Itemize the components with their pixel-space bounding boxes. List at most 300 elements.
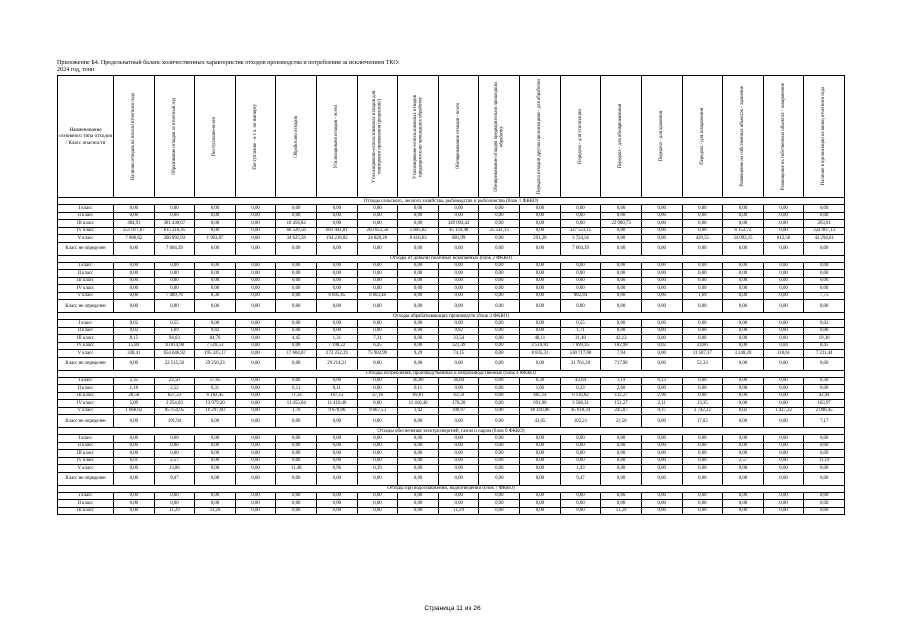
table-cell: 40 410,06 (520, 407, 561, 415)
table-cell: 0,00 (479, 407, 520, 415)
table-cell: 9,47 (154, 472, 195, 485)
table-cell: 0,00 (235, 320, 276, 328)
hazard-class-label: IV класс (58, 227, 114, 235)
table-cell: 812,58 (763, 235, 804, 243)
table-cell: 0,00 (601, 300, 642, 313)
table-cell: 0,00 (641, 385, 682, 393)
table-cell: 0,00 (154, 277, 195, 285)
table-cell: 0,00 (195, 442, 236, 450)
table-cell: 0,00 (195, 415, 236, 428)
table-cell: 0,00 (520, 507, 561, 515)
table-cell: 0,00 (154, 300, 195, 313)
table-row (58, 392, 845, 400)
hazard-class-label: IV класс (58, 342, 114, 350)
table-cell: 0,00 (195, 300, 236, 313)
table-cell: 0,00 (479, 465, 520, 473)
table-cell: 0,00 (357, 262, 398, 270)
table-cell: 0,00 (154, 492, 195, 500)
table-cell: 0,00 (195, 465, 236, 473)
table-cell: 0,00 (560, 442, 601, 450)
table-cell: 85 154,95 (154, 407, 195, 415)
table-cell: 0,00 (763, 392, 804, 400)
table-cell: 29 214,21 (317, 357, 358, 370)
table-cell: 0,00 (560, 507, 601, 515)
table-cell: 0,00 (682, 385, 723, 393)
table-cell: 0,00 (560, 500, 601, 508)
table-cell: 0,00 (804, 492, 845, 500)
table-cell: 0,00 (520, 357, 561, 370)
hazard-class-label: IV класс (58, 457, 114, 465)
table-cell: 654 646,92 (154, 350, 195, 358)
table-cell: 0,00 (723, 385, 764, 393)
hazard-class-label: III класс (58, 335, 114, 343)
table-cell: 0,00 (479, 472, 520, 485)
table-cell: 0,00 (357, 270, 398, 278)
table-cell: 815 216,45 (154, 227, 195, 235)
table-cell: 0,00 (114, 205, 155, 213)
table-cell: 0,00 (235, 357, 276, 370)
table-row (58, 220, 845, 228)
table-cell: 0,00 (804, 327, 845, 335)
table-cell: 0,00 (195, 242, 236, 255)
table-cell: 0,00 (641, 205, 682, 213)
table-cell: 627,23 (154, 392, 195, 400)
table-cell: 0,00 (438, 457, 479, 465)
table-cell: 17 604,67 (276, 350, 317, 358)
table-row (58, 377, 845, 385)
table-cell: 0,00 (763, 277, 804, 285)
table-cell: 0,00 (317, 242, 358, 255)
table-cell: 0,00 (114, 270, 155, 278)
table-cell: 0,00 (235, 507, 276, 515)
table-cell: 0,00 (195, 457, 236, 465)
table-cell: 0,00 (601, 457, 642, 465)
table-cell: 1,42 (398, 407, 439, 415)
table-cell: 321,49 (438, 342, 479, 350)
table-cell: 0,00 (438, 277, 479, 285)
table-row (58, 400, 845, 408)
table-cell: 0,00 (317, 327, 358, 335)
table-cell: 0,00 (479, 350, 520, 358)
table-cell: 2 098,45 (804, 407, 845, 415)
table-cell: 0,00 (398, 320, 439, 328)
table-cell: 22,50 (601, 415, 642, 428)
column-header (723, 76, 764, 198)
table-cell: 0,00 (763, 220, 804, 228)
table-cell: 0,00 (601, 292, 642, 300)
table-cell: 7 211,44 (804, 350, 845, 358)
column-header-label: Наличие отходов на начало отчетного года (131, 92, 137, 181)
column-header-label: Поступление-всего (212, 116, 218, 157)
section-title: Отходы обрабатывающих производств (блок 3 ФККО) (58, 313, 845, 320)
table-cell: 882,84 (560, 292, 601, 300)
table-cell: 7,94 (601, 350, 642, 358)
table-cell: 0,00 (601, 270, 642, 278)
table-cell: 0,00 (276, 377, 317, 385)
table-cell: 0,00 (317, 285, 358, 293)
table-cell: 43 294,61 (804, 235, 845, 243)
table-cell: 0,00 (357, 357, 398, 370)
table-cell: 22,50 (154, 377, 195, 385)
table-cell: 34 625,58 (276, 235, 317, 243)
table-cell: 0,00 (804, 242, 845, 255)
table-cell: 0,00 (520, 292, 561, 300)
table-cell: 0,00 (520, 285, 561, 293)
column-header (804, 76, 845, 198)
table-cell: 0,00 (479, 357, 520, 370)
table-cell: 0,00 (398, 442, 439, 450)
table-cell: 176,28 (438, 400, 479, 408)
table-cell: 9 667,53 (357, 407, 398, 415)
table-cell: 0,00 (723, 357, 764, 370)
table-cell: 0,00 (398, 205, 439, 213)
table-cell: 0,00 (723, 435, 764, 443)
table-cell: 0,00 (723, 205, 764, 213)
waste-balance-table (57, 75, 845, 515)
table-cell: 0,00 (154, 205, 195, 213)
table-cell: 0,00 (479, 300, 520, 313)
table-cell: 0,00 (723, 377, 764, 385)
table-row (58, 415, 845, 428)
table-cell: 0,00 (114, 472, 155, 485)
table-cell: 0,00 (601, 320, 642, 328)
table-cell: 195 325,17 (195, 350, 236, 358)
table-cell: 0,00 (114, 262, 155, 270)
table-cell: 0,00 (235, 407, 276, 415)
table-cell: 11,29 (601, 507, 642, 515)
table-cell: 20,58 (114, 392, 155, 400)
table-cell: 0,00 (235, 235, 276, 243)
table-cell: 0,00 (195, 262, 236, 270)
table-cell: 1 963,87 (195, 235, 236, 243)
table-cell: 6,45 (357, 342, 398, 350)
column-header-label: Размещение на собственных объектах - захоронение (780, 82, 786, 191)
table-cell: 151,27 (601, 400, 642, 408)
hazard-class-label: IV класс (58, 400, 114, 408)
section-title: Отходы сельского, лесного хозяйства, рыбоводства и рыболовства (блок 1 ФККО) (58, 198, 845, 205)
table-cell: 0,00 (317, 415, 358, 428)
table-cell: 0,00 (723, 212, 764, 220)
hazard-class-label: V класс (58, 407, 114, 415)
table-cell: 0,00 (763, 285, 804, 293)
table-cell: 0,00 (317, 320, 358, 328)
table-row (58, 235, 845, 243)
table-cell: 0,00 (520, 472, 561, 485)
table-cell: 0,00 (723, 465, 764, 473)
table-cell: 0,00 (804, 357, 845, 370)
table-cell: 0,00 (520, 205, 561, 213)
table-cell: 0,00 (560, 205, 601, 213)
table-cell: 0,00 (398, 450, 439, 458)
table-cell: 0,00 (438, 242, 479, 255)
table-cell: 0,00 (276, 472, 317, 485)
table-cell: 0,00 (357, 500, 398, 508)
table-cell: 0,00 (357, 442, 398, 450)
table-cell: 0,00 (520, 327, 561, 335)
table-cell: 0,00 (763, 377, 804, 385)
table-cell: 1,71 (560, 327, 601, 335)
table-cell: 0,00 (276, 342, 317, 350)
table-cell: 0,00 (438, 357, 479, 370)
hazard-class-label: IV класс (58, 285, 114, 293)
table-cell: 29 250,23 (195, 357, 236, 370)
table-cell: 0,38 (520, 377, 561, 385)
column-header (438, 76, 479, 198)
column-header (398, 76, 439, 198)
table-cell: 0,00 (195, 500, 236, 508)
table-cell: 7 518,53 (195, 342, 236, 350)
table-cell: 0,00 (154, 212, 195, 220)
section-header-row (58, 428, 845, 435)
table-cell: 0,00 (723, 292, 764, 300)
table-cell: 0,00 (114, 357, 155, 370)
section-title: Отходы потребления, производственные и непроизводственные (блок 4 ФККО) (58, 370, 845, 377)
table-cell: 0,00 (601, 227, 642, 235)
table-cell: 11,29 (154, 507, 195, 515)
section-title: Отходы обеспечения электроэнергией, газом и паром (блок 6 ФККО) (58, 428, 845, 435)
table-cell: 0,00 (479, 400, 520, 408)
table-cell: 6 152,72 (723, 227, 764, 235)
table-cell: 0,00 (276, 442, 317, 450)
table-cell: 0,00 (154, 262, 195, 270)
table-cell: 10 456,82 (276, 220, 317, 228)
table-cell: 717,98 (601, 357, 642, 370)
table-cell: 182,98 (601, 342, 642, 350)
table-cell: 8,45 (804, 342, 845, 350)
table-cell: 0,00 (195, 285, 236, 293)
table-cell: 0,00 (479, 212, 520, 220)
table-cell: 0,00 (276, 507, 317, 515)
table-cell: 251 017,07 (114, 227, 155, 235)
table-cell: 0,00 (682, 212, 723, 220)
table-row (58, 350, 845, 358)
table-cell: 691,90 (520, 400, 561, 408)
table-cell: 0,00 (520, 227, 561, 235)
table-cell: 0,00 (235, 435, 276, 443)
table-cell: 0,00 (520, 450, 561, 458)
table-cell: 0,00 (235, 377, 276, 385)
table-cell: 0,00 (641, 457, 682, 465)
table-cell: 0,00 (114, 507, 155, 515)
table-row (58, 500, 845, 508)
table-cell: 0,00 (723, 392, 764, 400)
table-cell: 0,00 (520, 270, 561, 278)
table-cell: 1,69 (682, 292, 723, 300)
table-cell: 0,00 (520, 442, 561, 450)
table-cell: 0,00 (317, 262, 358, 270)
table-cell: 0,00 (560, 300, 601, 313)
table-cell: 2,57 (723, 457, 764, 465)
table-cell: 7,75 (804, 292, 845, 300)
table-cell: 0,00 (317, 277, 358, 285)
table-cell: 13,86 (154, 465, 195, 473)
table-cell: 0,00 (763, 205, 804, 213)
table-cell: 0,00 (398, 457, 439, 465)
table-cell: 224 967,13 (804, 227, 845, 235)
table-cell: 0,00 (195, 270, 236, 278)
table-cell: 0,00 (682, 270, 723, 278)
table-cell: 0,00 (682, 392, 723, 400)
table-cell: 0,00 (398, 465, 439, 473)
table-cell: 0,00 (723, 415, 764, 428)
table-cell: 0,00 (357, 277, 398, 285)
table-cell: 0,00 (804, 507, 845, 515)
table-cell: 405,14 (520, 392, 561, 400)
table-cell: 601 441,81 (317, 227, 358, 235)
table-cell: 2,11 (641, 400, 682, 408)
table-cell: 0,37 (641, 407, 682, 415)
table-cell: 0,00 (195, 320, 236, 328)
table-cell: 0,00 (763, 507, 804, 515)
table-cell: 0,00 (438, 292, 479, 300)
table-cell: 0,00 (398, 357, 439, 370)
column-header (195, 76, 236, 198)
table-cell: 0,00 (357, 212, 398, 220)
table-cell: 0,00 (479, 320, 520, 328)
table-cell: 0,00 (114, 450, 155, 458)
column-header-label: Утилизировано-использованных отходов для повторного применения (рециклинг) (372, 90, 383, 183)
table-row (58, 327, 845, 335)
table-cell: 0,00 (804, 285, 845, 293)
table-cell: 0,30 (804, 377, 845, 385)
table-cell: 0,00 (317, 435, 358, 443)
table-cell: 0,00 (601, 277, 642, 285)
table-row (58, 435, 845, 443)
table-cell: 263,61 (804, 220, 845, 228)
table-cell: 0,00 (276, 262, 317, 270)
table-cell: 2 742,32 (682, 407, 723, 415)
table-cell: 0,00 (235, 442, 276, 450)
table-cell: 0,00 (641, 507, 682, 515)
table-cell: 0,19 (357, 465, 398, 473)
table-cell: 69,81 (398, 392, 439, 400)
table-row (58, 205, 845, 213)
table-cell: 0,00 (114, 285, 155, 293)
table-cell: 21 761,20 (560, 357, 601, 370)
table-cell: 0,00 (763, 262, 804, 270)
column-header-label: Утилизировано отходов - всего (334, 104, 340, 169)
table-cell: 0,00 (235, 342, 276, 350)
table-cell: 384,91 (114, 220, 155, 228)
table-cell: 0,00 (641, 465, 682, 473)
table-cell: 0,00 (723, 220, 764, 228)
table-cell: 0,00 (520, 435, 561, 443)
table-cell: 0,00 (438, 320, 479, 328)
table-cell: 0,02 (641, 342, 682, 350)
table-cell: 94,03 (154, 335, 195, 343)
table-cell: 0,00 (357, 320, 398, 328)
table-cell: 0,00 (601, 500, 642, 508)
table-cell: 7 489,76 (154, 292, 195, 300)
hazard-class-label: I класс (58, 492, 114, 500)
table-cell: 0,00 (276, 285, 317, 293)
hazard-class-label: V класс (58, 292, 114, 300)
table-cell: 0,00 (398, 292, 439, 300)
hazard-class-label: II класс (58, 500, 114, 508)
hazard-class-label: I класс (58, 205, 114, 213)
table-cell: 0,00 (723, 507, 764, 515)
table-cell: 0,00 (438, 262, 479, 270)
table-cell: 33,54 (438, 335, 479, 343)
table-cell: 0,00 (357, 507, 398, 515)
table-cell: 0,00 (479, 205, 520, 213)
table-cell: 0,00 (114, 435, 155, 443)
table-cell: 71,34 (276, 392, 317, 400)
hazard-class-label: I класс (58, 262, 114, 270)
table-row (58, 457, 845, 465)
table-cell: 22 000,73 (601, 220, 642, 228)
table-cell: 0,00 (723, 492, 764, 500)
table-cell: 0,00 (438, 500, 479, 508)
table-cell: 0,00 (357, 385, 398, 393)
table-cell: 0,00 (235, 205, 276, 213)
table-cell: 0,00 (479, 415, 520, 428)
table-cell: 7 198,22 (317, 342, 358, 350)
table-cell: 881,99 (438, 235, 479, 243)
table-cell: 0,00 (804, 385, 845, 393)
table-cell: 11,19 (804, 457, 845, 465)
table-cell: 0,00 (357, 415, 398, 428)
table-cell: 0,00 (804, 277, 845, 285)
table-cell: 0,00 (276, 327, 317, 335)
table-cell: 0,00 (601, 472, 642, 485)
hazard-class-label: III класс (58, 277, 114, 285)
table-cell: 0,00 (601, 327, 642, 335)
hazard-class-label: II класс (58, 327, 114, 335)
table-cell: 34 092,15 (723, 235, 764, 243)
table-cell: 0,00 (235, 350, 276, 358)
table-cell: 0,00 (438, 450, 479, 458)
table-cell: 43,64 (560, 377, 601, 385)
table-cell: 0,00 (479, 342, 520, 350)
table-cell: 0,00 (682, 457, 723, 465)
table-cell: 0,00 (276, 205, 317, 213)
table-cell: 0,00 (317, 270, 358, 278)
table-cell: 0,00 (398, 270, 439, 278)
table-cell: 9 670,06 (317, 407, 358, 415)
table-cell: 5 805,82 (398, 227, 439, 235)
table-cell: 24,66 (682, 342, 723, 350)
title-line-2: 2024 год, тонн (57, 67, 95, 73)
table-row (58, 320, 845, 328)
column-header-label: Передача - для хранения (659, 111, 665, 162)
table-cell: 0,84 (763, 342, 804, 350)
table-cell: 0,00 (317, 492, 358, 500)
table-cell: 0,00 (641, 435, 682, 443)
table-cell: 15,84 (114, 342, 155, 350)
table-cell: 6 182,45 (195, 392, 236, 400)
table-cell: 0,00 (357, 435, 398, 443)
table-cell: 0,00 (235, 285, 276, 293)
table-cell: 0,00 (723, 270, 764, 278)
table-cell: 0,00 (114, 300, 155, 313)
table-cell: 0,00 (398, 492, 439, 500)
table-cell: 0,00 (763, 270, 804, 278)
table-cell: 0,00 (601, 235, 642, 243)
table-cell: 0,00 (154, 270, 195, 278)
table-cell: 8,36 (195, 292, 236, 300)
table-cell: 6,11 (276, 385, 317, 393)
table-cell: 0,00 (114, 500, 155, 508)
table-cell: 0,00 (723, 442, 764, 450)
table-cell: 0,00 (601, 465, 642, 473)
table-cell: 0,02 (723, 407, 764, 415)
table-cell: 0,00 (763, 335, 804, 343)
table-cell: 7 604,39 (560, 242, 601, 255)
table-cell: 0,00 (763, 227, 804, 235)
table-cell: 0,00 (479, 492, 520, 500)
table-cell: 0,00 (641, 415, 682, 428)
